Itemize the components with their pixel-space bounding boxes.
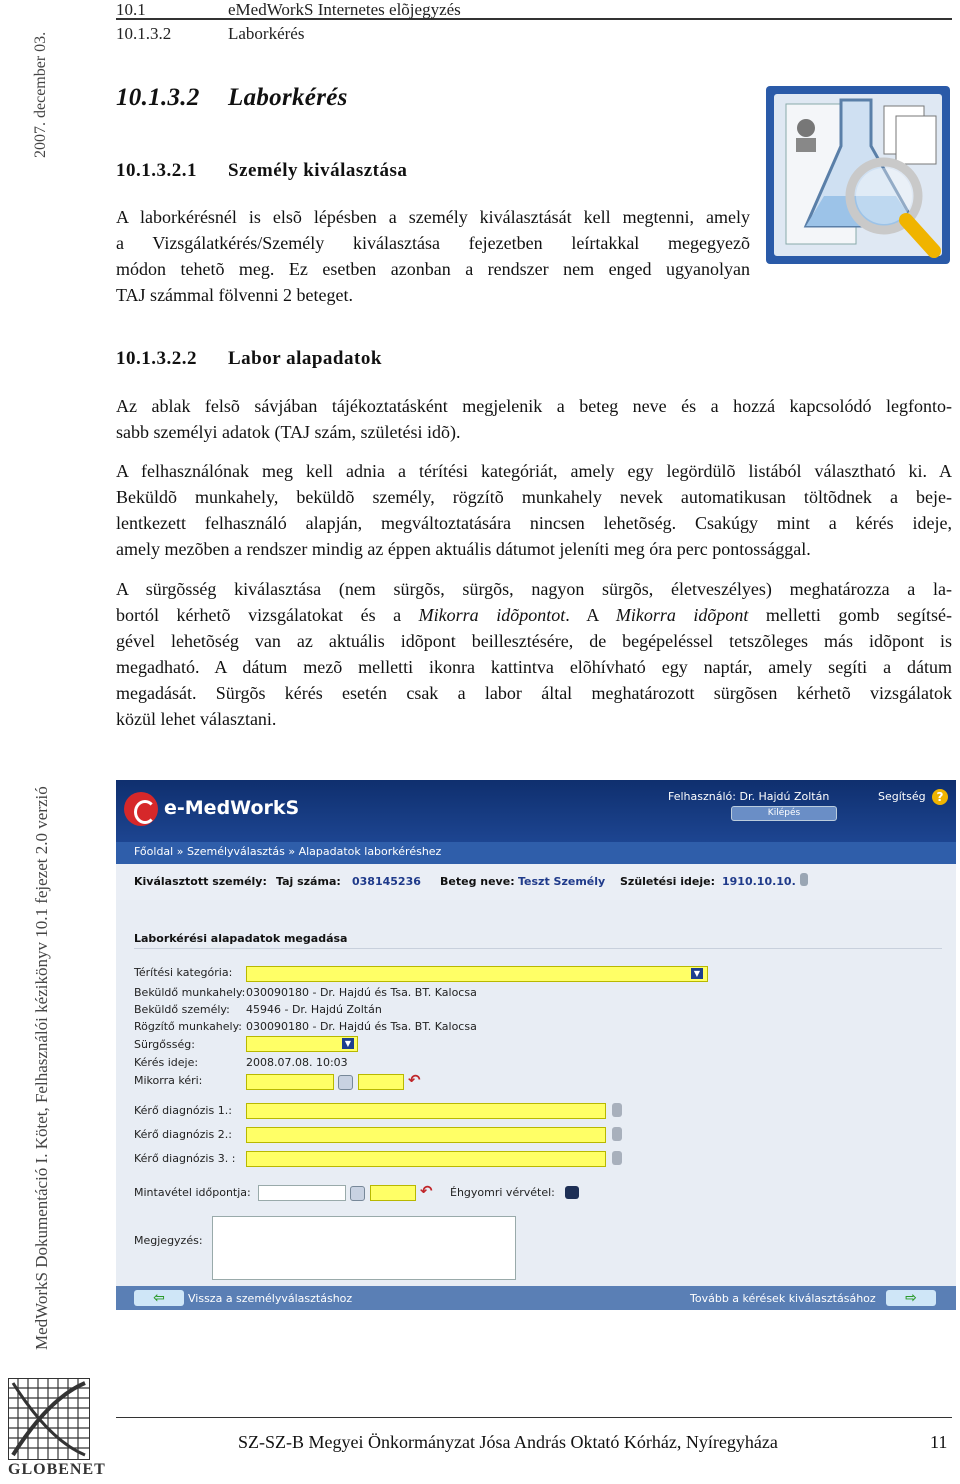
app-screenshot: [116, 780, 956, 1310]
calendar-icon[interactable]: [338, 1075, 353, 1090]
text-line: a Vizsgálatkérés/Személy kiválasztása fejezetben leírtakkal megegyezõ: [116, 233, 750, 253]
header-num-1: 10.1: [116, 0, 146, 19]
chevron-down-icon[interactable]: ▼: [691, 968, 703, 979]
insert-current-time-icon[interactable]: ↶: [408, 1071, 421, 1089]
text-line: amely mezõben a rendszer mindig az éppen aktuális dátumot jeleníti meg óra perc pontossággal.: [116, 539, 811, 559]
user-label: Felhasználó: Dr. Hajdú Zoltán: [668, 790, 830, 803]
when-label: Mikorra kéri:: [134, 1074, 203, 1087]
next-link[interactable]: Tovább a kérések kiválasztásához: [690, 1292, 876, 1305]
breadcrumb-text[interactable]: Főoldal » Személyválasztás » Alapadatok laborkéréshez: [134, 845, 442, 858]
paragraph-3: [116, 576, 952, 732]
sending-workplace-label: Beküldő munkahely:: [134, 986, 246, 999]
breadcrumb: [116, 842, 956, 864]
chevron-down-icon[interactable]: ▼: [342, 1038, 354, 1049]
diagnosis-3-input[interactable]: [246, 1151, 606, 1167]
globenet-logo-text: GLOBENET: [8, 1461, 106, 1478]
help-icon[interactable]: ?: [932, 789, 948, 805]
subsection-1-paragraph: [116, 204, 750, 308]
sampling-date-input[interactable]: [258, 1185, 346, 1201]
help-link[interactable]: Segítség: [878, 790, 926, 803]
subsection-2-number: 10.1.3.2.2: [116, 348, 197, 369]
subsection-2-title: Labor alapadatok: [228, 348, 382, 369]
back-link[interactable]: Vissza a személyválasztáshoz: [188, 1292, 353, 1305]
when-date-input[interactable]: [246, 1074, 334, 1090]
payment-category-label: Térítési kategória:: [134, 966, 233, 979]
footer-rule: [116, 1417, 952, 1418]
sidebar-date: 2007. december 03.: [32, 31, 49, 158]
patient-name-value: Teszt Személy: [518, 875, 606, 888]
diagnosis-2-label: Kérő diagnózis 2.:: [134, 1128, 232, 1141]
sending-workplace-value: 030090180 - Dr. Hajdú és Tsa. BT. Kalocsa: [246, 986, 477, 999]
header-title-2: Laborkérés: [228, 24, 305, 43]
text-line: Az ablak felsõ sávjában tájékoztatásként megjelenik a beteg neve és a hozzá kapcsolódó legfonto-: [116, 396, 952, 416]
italic-term: Mikorra idõpontot: [418, 605, 566, 625]
italic-term: Mikorra idõpont: [615, 605, 749, 625]
subsection-1-number: 10.1.3.2.1: [116, 160, 197, 181]
sending-person-label: Beküldő személy:: [134, 1003, 230, 1016]
divider: [134, 948, 942, 949]
request-time-label: Kérés ideje:: [134, 1056, 199, 1069]
text-line: megadható. A dátum mezõ melletti ikonra kattintva elõhívható egy naptár, amely segíti a dátum: [116, 657, 952, 677]
text-span: melletti gomb segítsé-: [748, 605, 952, 625]
database-icon[interactable]: [612, 1127, 622, 1141]
note-textarea[interactable]: [212, 1216, 516, 1280]
text-line: gével lehetõség van az aktuális idõpont beillesztésére, de begépeléssel tetszõleges más idõpont is: [116, 631, 952, 651]
taj-value: 038145236: [352, 875, 421, 888]
fasting-checkbox[interactable]: [565, 1186, 579, 1199]
database-icon: [800, 873, 808, 886]
diagnosis-1-label: Kérő diagnózis 1.:: [134, 1104, 232, 1117]
birth-date-label: Születési ideje:: [620, 875, 715, 888]
selected-person-bar: [116, 864, 956, 900]
calendar-icon[interactable]: [350, 1186, 365, 1201]
database-icon[interactable]: [612, 1151, 622, 1165]
diagnosis-1-input[interactable]: [246, 1103, 606, 1119]
when-time-input[interactable]: [358, 1074, 404, 1090]
text-span: bortól kérhetõ vizsgálatokat és a: [116, 605, 419, 625]
lab-request-form: [116, 900, 956, 1286]
birth-date-value: 1910.10.10.: [722, 875, 796, 888]
form-title: Laborkérési alapadatok megadása: [134, 932, 348, 945]
text-line: TAJ számmal fölvenni 2 beteget.: [116, 285, 353, 305]
diagnosis-3-label: Kérő diagnózis 3. :: [134, 1152, 236, 1165]
recording-workplace-value: 030090180 - Dr. Hajdú és Tsa. BT. Kalocsa: [246, 1020, 477, 1033]
text-line: módon tehetõ meg. Ez esetben azonban a rendszer nem enged ugyanolyan: [116, 259, 750, 279]
urgency-label: Sürgősség:: [134, 1038, 195, 1051]
text-span: . A: [565, 605, 616, 625]
header-num-2: 10.1.3.2: [116, 24, 172, 43]
text-line: sabb személyi adatok (TAJ szám, születési idõ).: [116, 422, 461, 442]
section-number: 10.1.3.2: [116, 84, 200, 111]
app-bottom-bar: [116, 1286, 956, 1310]
header-title-1: eMedWorkS Internetes elõjegyzés: [228, 0, 461, 19]
fasting-blood-draw-label: Éhgyomri vérvétel:: [450, 1186, 555, 1199]
sampling-time-label: Mintavétel időpontja:: [134, 1186, 251, 1199]
text-line: A sürgõsség kiválasztása (nem sürgõs, sürgõs, nagyon sürgõs, életveszélyes) meghatározza a la-: [116, 579, 952, 599]
back-arrow-icon[interactable]: ⇦: [134, 1290, 184, 1306]
app-logo-text: e-MedWorkS: [164, 797, 300, 819]
subsection-1-title: Személy kiválasztása: [228, 160, 408, 181]
text-line: lentkezett felhasználó alapján, megváltoztatására nincsen lehetõség. Csakúgy mint a kérés ideje,: [116, 513, 952, 533]
section-title: Laborkérés: [228, 84, 348, 111]
note-label: Megjegyzés:: [134, 1234, 203, 1247]
text-line: Beküldõ munkahely, beküldõ személy, rögzítõ munkahely nevek automatikusan töltõdnek a beje-: [116, 487, 952, 507]
sending-person-value: 45946 - Dr. Hajdú Zoltán: [246, 1003, 382, 1016]
globenet-logo: [8, 1378, 90, 1460]
lab-illustration-image: [766, 86, 950, 264]
app-logo-e-icon: [134, 800, 156, 824]
footer-text: SZ-SZ-B Megyei Önkormányzat Jósa András Oktató Kórház, Nyíregyháza: [238, 1432, 778, 1452]
text-line: A felhasználónak meg kell adnia a térítési kategóriát, amely egy legördülõ listából választható ki. A: [116, 461, 952, 481]
text-line: [116, 602, 952, 628]
page-number: 11: [930, 1432, 948, 1452]
next-arrow-icon[interactable]: ⇨: [886, 1290, 936, 1306]
text-line: megadását. Sürgõs kérés esetén csak a labor által meghatározott sürgõsen kérhetõ vizsgálatok: [116, 683, 952, 703]
payment-category-select[interactable]: [246, 966, 708, 982]
diagnosis-2-input[interactable]: [246, 1127, 606, 1143]
database-icon[interactable]: [612, 1103, 622, 1117]
text-line: közül lehet választani.: [116, 709, 277, 729]
patient-name-label: Beteg neve:: [440, 875, 515, 888]
request-time-value: 2008.07.08. 10:03: [246, 1056, 348, 1069]
insert-current-time-icon[interactable]: ↶: [420, 1182, 433, 1200]
logout-button[interactable]: Kilépés: [731, 806, 837, 821]
app-top-bar: [116, 780, 956, 842]
sidebar-document-info: MedWorkS Dokumentáció I. Kötet, Felhasználói kézikönyv 10.1 fejezet 2.0 verzió: [32, 786, 51, 1350]
sampling-time-input[interactable]: [370, 1185, 416, 1201]
text-line: A laborkérésnél is elsõ lépésben a személy kiválasztását kell megtenni, amely: [116, 207, 750, 227]
paragraph-1: [116, 393, 952, 445]
taj-label: Taj száma:: [276, 875, 341, 888]
recording-workplace-label: Rögzítő munkahely:: [134, 1020, 243, 1033]
paragraph-2: [116, 458, 952, 562]
selected-person-label: Kiválasztott személy:: [134, 875, 267, 888]
